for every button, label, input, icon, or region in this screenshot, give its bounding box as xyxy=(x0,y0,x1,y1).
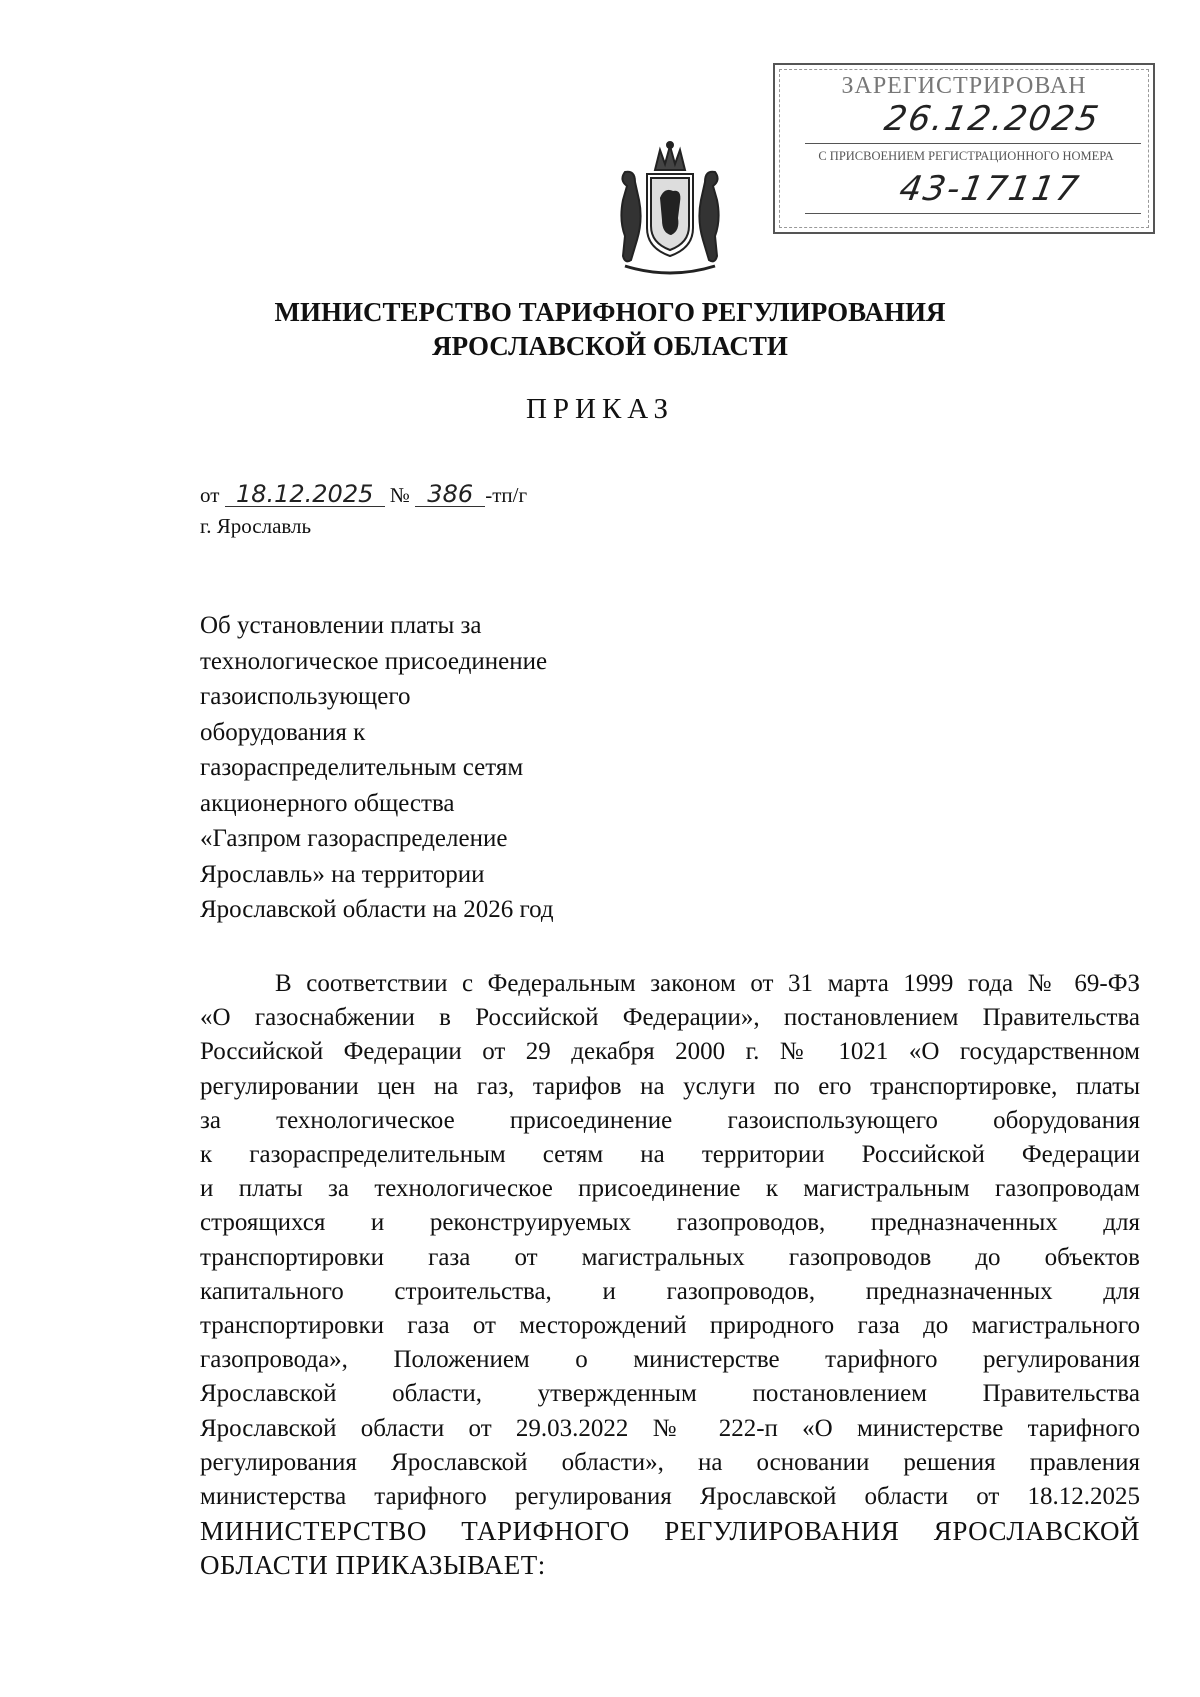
stamp-divider xyxy=(805,143,1141,144)
preamble-line: капитального строительства, и газопроводов, предназначенных для xyxy=(200,1277,1140,1305)
preamble-line: и платы за технологическое присоединение к магистральным газопроводам xyxy=(200,1175,1140,1203)
subject-line: газоиспользующего xyxy=(200,683,411,710)
stamp-title: ЗАРЕГИСТРИРОВАН xyxy=(841,73,1087,99)
subject-line: Ярославской области на 2026 год xyxy=(200,896,554,923)
subject-line: газораспределительным сетям xyxy=(200,754,524,781)
subject-line: Об установлении платы за xyxy=(200,612,482,639)
order-preamble xyxy=(200,967,1140,1583)
stamp-date: 26.12.2025 xyxy=(881,99,1104,139)
preamble-line: Ярославской области от 29.03.2022 № 222-п «О министерстве тарифного xyxy=(200,1414,1140,1442)
ministry-line-1: МИНИСТЕРСТВО ТАРИФНОГО РЕГУЛИРОВАНИЯ xyxy=(274,297,946,327)
preamble-line: министерства тарифного регулирования Ярославской области от 18.12.2025 xyxy=(200,1483,1140,1511)
preamble-line: В соответствии с Федеральным законом от 31 марта 1999 года № 69-ФЗ xyxy=(275,970,1140,997)
order-number-suffix: -тп/г xyxy=(485,483,528,507)
subject-line: «Газпром газораспределение xyxy=(200,825,508,852)
order-directive-line: ОБЛАСТИ ПРИКАЗЫВАЕТ: xyxy=(200,1550,546,1581)
preamble-line: регулировании цен на газ, тарифов на услуги по его транспортировке, платы xyxy=(200,1072,1140,1100)
preamble-line: транспортировки газа от магистральных газопроводов до объектов xyxy=(200,1243,1140,1271)
stamp-registration-number: 43-17117 xyxy=(896,169,1084,209)
order-directive-line: МИНИСТЕРСТВО ТАРИФНОГО РЕГУЛИРОВАНИЯ ЯРОСЛАВСКОЙ xyxy=(200,1516,1140,1547)
stamp-divider xyxy=(805,213,1141,214)
order-subject xyxy=(200,608,640,928)
preamble-line: строящихся и реконструируемых газопроводов, предназначенных для xyxy=(200,1209,1140,1237)
document-type: ПРИКАЗ xyxy=(525,393,675,425)
subject-line: акционерного общества xyxy=(200,789,455,817)
order-number: 386 xyxy=(415,482,485,507)
preamble-line: «О газоснабжении в Российской Федерации», постановлением Правительства xyxy=(200,1004,1140,1032)
coat-of-arms-icon xyxy=(605,140,735,280)
ministry-line-2: ЯРОСЛАВСКОЙ ОБЛАСТИ xyxy=(432,331,788,361)
subject-line: технологическое присоединение xyxy=(200,647,548,675)
preamble-line: транспортировки газа от месторождений природного газа до магистрального xyxy=(200,1312,1140,1340)
subject-line: оборудования к xyxy=(200,718,366,746)
preamble-line: к газораспределительным сетям на территории Российской Федерации xyxy=(200,1141,1140,1169)
preamble-line: Ярославской области, утвержденным постановлением Правительства xyxy=(200,1380,1140,1408)
from-label: от xyxy=(200,483,220,507)
subject-line: Ярославль» на территории xyxy=(200,860,485,888)
order-date: 18.12.2025 xyxy=(225,482,385,507)
preamble-line: за технологическое присоединение газоиспользующего оборудования xyxy=(200,1106,1140,1134)
order-date-number-line xyxy=(200,482,527,508)
preamble-line: Российской Федерации от 29 декабря 2000 г. № 1021 «О государственном xyxy=(200,1038,1140,1066)
registration-stamp xyxy=(773,63,1155,234)
stamp-caption: С ПРИСВОЕНИЕМ РЕГИСТРАЦИОННОГО НОМЕРА xyxy=(818,149,1114,163)
order-city: г. Ярославль xyxy=(200,514,312,538)
number-label: № xyxy=(389,483,410,507)
preamble-line: газопровода», Положением о министерстве тарифного регулирования xyxy=(200,1346,1140,1374)
preamble-line: регулирования Ярославской области», на основании решения правления xyxy=(200,1448,1140,1476)
ministry-name xyxy=(150,295,1070,363)
